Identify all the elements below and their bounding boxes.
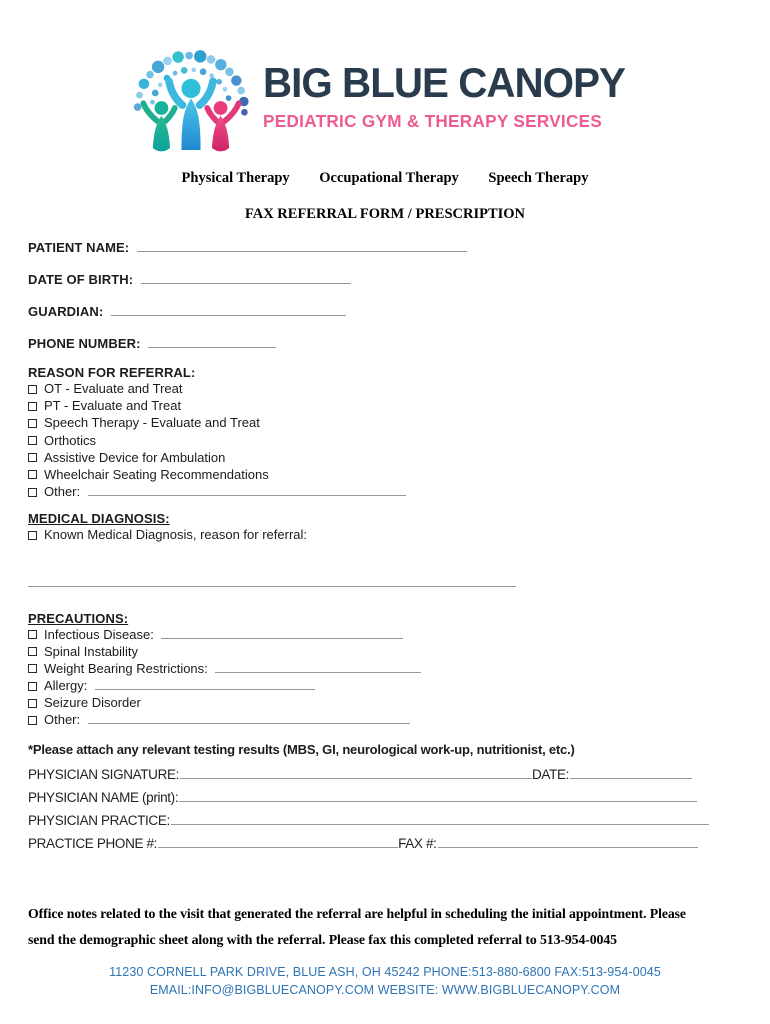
phone-number-field [28, 336, 742, 351]
referral-option-orthotics [28, 432, 742, 449]
referral-option-other-label: Other: [44, 484, 81, 500]
logo-text [263, 59, 640, 132]
medical-diagnosis-heading: MEDICAL DIAGNOSIS: [28, 511, 170, 527]
precaution-other-line[interactable] [88, 712, 410, 724]
weight-bearing-line[interactable] [215, 661, 421, 673]
referral-other-line[interactable] [88, 484, 406, 496]
precaution-infectious-disease-label: Infectious Disease: [44, 626, 154, 642]
patient-name-line[interactable] [137, 240, 467, 252]
practice-phone-row [28, 836, 742, 851]
phone-number-label: PHONE NUMBER: [28, 336, 141, 351]
logo-subtitle: PEDIATRIC GYM & THERAPY SERVICES [263, 111, 603, 131]
physician-practice-line[interactable] [171, 813, 709, 825]
precaution-spinal-instability-label: Spinal Instability [44, 643, 138, 659]
precautions-section [28, 611, 742, 729]
checkbox-icon[interactable] [28, 470, 37, 479]
logo [0, 40, 770, 154]
precaution-allergy-label: Allergy: [44, 678, 88, 694]
office-notes-paragraph: Office notes related to the visit that generated the referral are helpful in scheduling the initial appointment. Please send the demographic sheet along with the referral. Please fax this completed referral to 513-954-0045 [28, 905, 686, 947]
checkbox-icon[interactable] [28, 385, 37, 394]
checkbox-icon[interactable] [28, 682, 37, 691]
diagnosis-line[interactable] [28, 575, 516, 587]
patient-name-field [28, 240, 742, 255]
logo-title: BIG BLUE CANOPY [263, 59, 626, 106]
precaution-seizure-disorder-label: Seizure Disorder [44, 695, 141, 711]
checkbox-icon[interactable] [28, 630, 37, 639]
physician-name-row [28, 790, 742, 805]
footer-address-line: 11230 CORNELL PARK DRIVE, BLUE ASH, OH 45242 PHONE:513-880-6800 FAX:513-954-0045 [109, 964, 661, 979]
services-line [0, 170, 770, 187]
guardian-field [28, 304, 742, 319]
checkbox-icon[interactable] [28, 453, 37, 462]
checkbox-icon[interactable] [28, 699, 37, 708]
footer-email-line: EMAIL:INFO@BIGBLUECANOPY.COM WEBSITE: WWW.BIGBLUECANOPY.COM [149, 982, 621, 997]
precaution-infectious-disease [28, 626, 742, 643]
referral-option-assistive-device [28, 449, 742, 466]
checkbox-icon[interactable] [28, 436, 37, 445]
referral-option-ot-label: OT - Evaluate and Treat [44, 381, 183, 396]
referral-option-speech-label: Speech Therapy - Evaluate and Treat [44, 415, 260, 431]
referral-option-other [28, 483, 742, 500]
physician-practice-label: PHYSICIAN PRACTICE: [28, 812, 170, 828]
physician-name-line[interactable] [179, 790, 697, 802]
date-of-birth-line[interactable] [141, 272, 351, 284]
precaution-weight-bearing-label: Weight Bearing Restrictions: [44, 660, 208, 676]
referral-option-speech [28, 414, 742, 431]
allergy-line[interactable] [95, 678, 315, 690]
precaution-weight-bearing [28, 660, 742, 677]
referral-option-assistive-device-label: Assistive Device for Ambulation [44, 449, 226, 465]
diagnosis-write-in [28, 574, 742, 592]
precaution-other-label: Other: [44, 712, 81, 728]
date-label: DATE: [532, 766, 570, 782]
referral-option-pt [28, 397, 742, 414]
referral-option-orthotics-label: Orthotics [44, 432, 97, 448]
service-physical-therapy: Physical Therapy [181, 170, 290, 186]
checkbox-icon[interactable] [28, 488, 37, 497]
practice-phone-label: PRACTICE PHONE #: [28, 835, 158, 851]
precaution-spinal-instability [28, 643, 742, 660]
service-occupational-therapy: Occupational Therapy [319, 170, 459, 186]
physician-practice-row [28, 813, 742, 828]
referral-option-wheelchair [28, 466, 742, 483]
precaution-allergy [28, 677, 742, 694]
date-of-birth-label: DATE OF BIRTH: [28, 272, 134, 287]
checkbox-icon[interactable] [28, 531, 37, 540]
reason-for-referral-section [28, 365, 742, 500]
referral-option-ot [28, 380, 742, 397]
medical-diagnosis-section [28, 511, 742, 591]
known-diagnosis-row [28, 526, 742, 543]
physician-signature-line[interactable] [180, 767, 532, 779]
physician-signature-label: PHYSICIAN SIGNATURE: [28, 766, 180, 782]
referral-option-pt-label: PT - Evaluate and Treat [44, 398, 182, 414]
form-title: FAX REFERRAL FORM / PRESCRIPTION [244, 206, 526, 222]
footer-contact-info [0, 963, 770, 999]
practice-phone-line[interactable] [158, 836, 398, 848]
date-of-birth-field [28, 272, 742, 287]
canopy-figures-icon [129, 40, 253, 154]
physician-signature-row [28, 767, 742, 782]
date-line[interactable] [570, 767, 692, 779]
physician-name-label: PHYSICIAN NAME (print): [28, 789, 179, 805]
phone-number-line[interactable] [148, 336, 276, 348]
physician-section [28, 767, 742, 851]
precaution-other [28, 711, 742, 728]
checkbox-icon[interactable] [28, 716, 37, 725]
guardian-line[interactable] [111, 304, 346, 316]
checkbox-icon[interactable] [28, 419, 37, 428]
testing-results-note: *Please attach any relevant testing results (MBS, GI, neurological work-up, nutritionist, etc.) [28, 741, 575, 757]
checkbox-icon[interactable] [28, 402, 37, 411]
known-diagnosis-label: Known Medical Diagnosis, reason for referral: [44, 527, 308, 543]
service-speech-therapy: Speech Therapy [488, 170, 589, 186]
infectious-disease-line[interactable] [161, 627, 403, 639]
patient-name-label: PATIENT NAME: [28, 240, 130, 255]
checkbox-icon[interactable] [28, 664, 37, 673]
guardian-label: GUARDIAN: [28, 304, 104, 319]
referral-option-wheelchair-label: Wheelchair Seating Recommendations [44, 466, 269, 482]
reason-for-referral-heading: REASON FOR REFERRAL: [28, 365, 196, 380]
checkbox-icon[interactable] [28, 647, 37, 656]
fax-label: FAX #: [398, 835, 437, 851]
fax-line[interactable] [438, 836, 698, 848]
precautions-heading: PRECAUTIONS: [28, 610, 129, 626]
precaution-seizure-disorder [28, 694, 742, 711]
